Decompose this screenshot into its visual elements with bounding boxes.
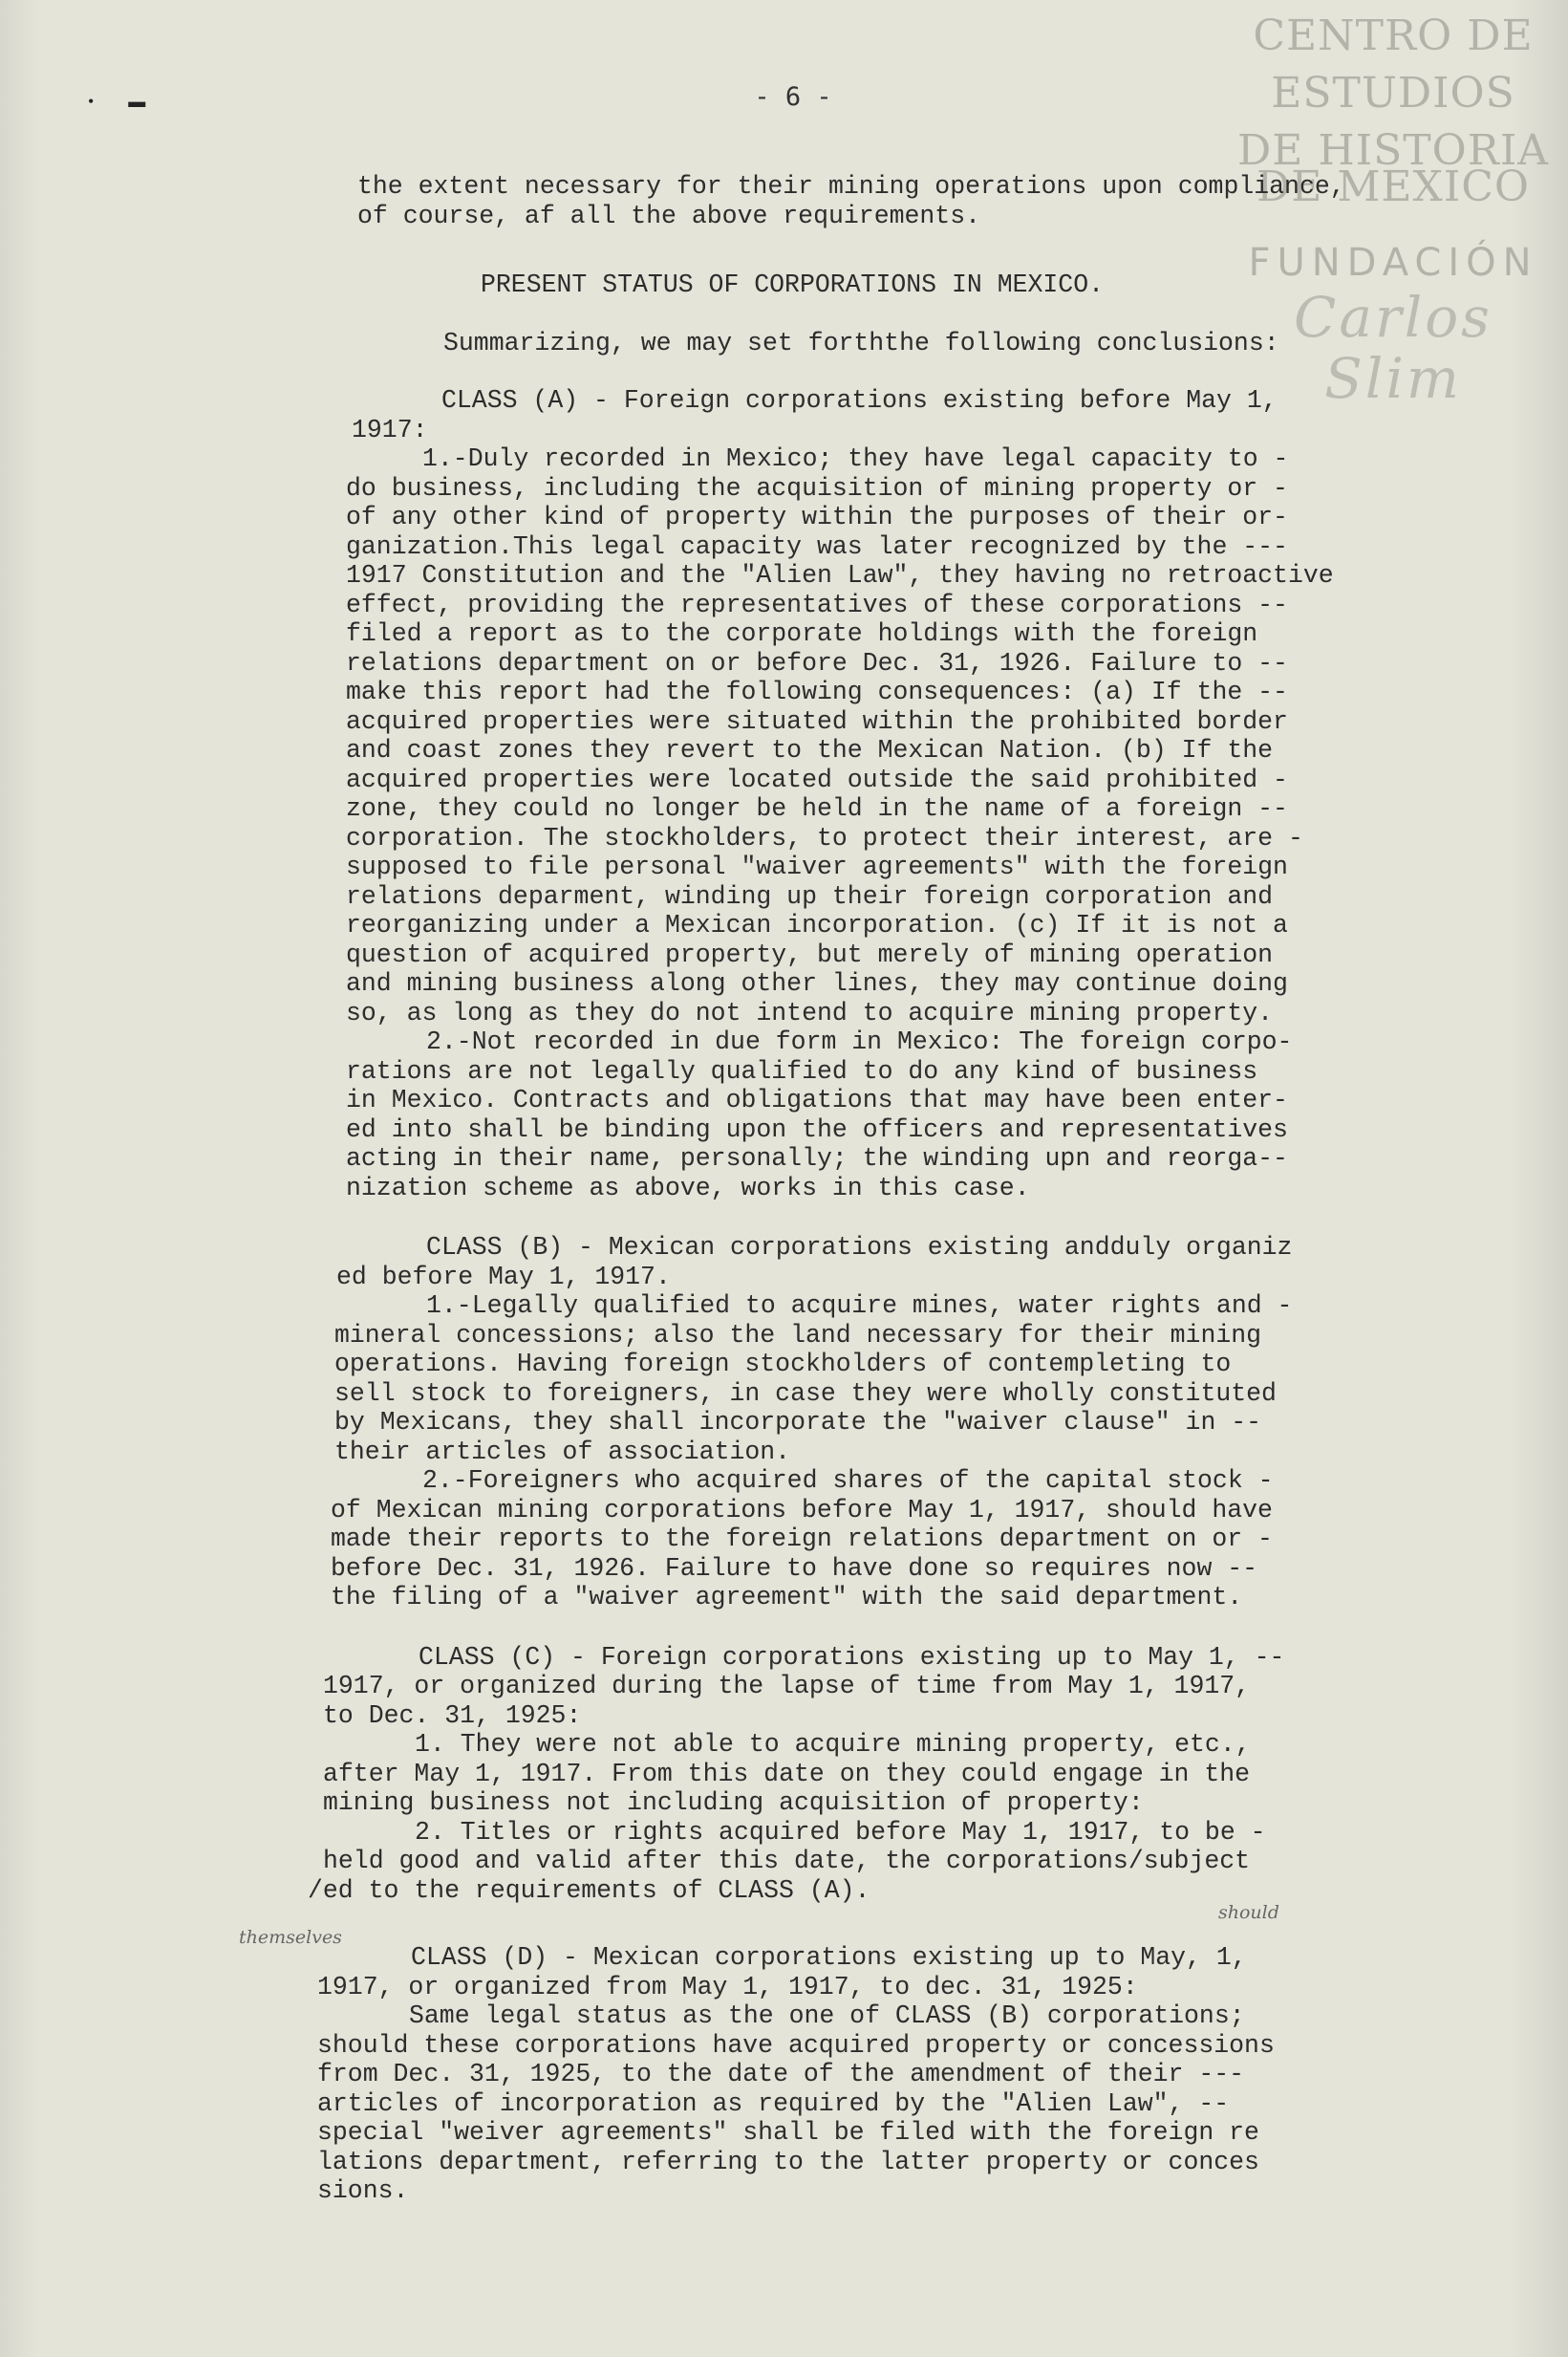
intro-line: the extent necessary for their mining operations upon compliance, <box>357 172 1345 201</box>
text-line: sions. <box>317 2176 409 2205</box>
text-line: ganization.This legal capacity was later recognized by the --- <box>346 531 1288 561</box>
watermark-fundacion: FUNDACIÓN <box>1248 241 1538 285</box>
watermark-line-2: ESTUDIOS <box>1271 69 1515 118</box>
class-c-heading: to Dec. 31, 1925: <box>323 1700 582 1730</box>
text-line: supposed to file personal "waiver agreements" with the foreign <box>346 853 1288 881</box>
class-a-paragraph-2 <box>346 1027 1517 1202</box>
text-line: and coast zones they revert to the Mexican Nation. (b) If the <box>346 736 1274 765</box>
text-line: made their reports to the foreign relations department on or - <box>331 1524 1273 1553</box>
margin-marks: • ▬ <box>88 92 146 111</box>
text-line: operations. Having foreign stockholders of contempleting to <box>334 1350 1232 1378</box>
class-c-heading: CLASS (C) - Foreign corporations existing up to May 1, -- <box>419 1642 1285 1672</box>
text-line: so, as long as they do not intend to acquire mining property. <box>346 998 1274 1027</box>
class-d-heading: CLASS (D) - Mexican corporations existing up to May, 1, <box>411 1943 1247 1972</box>
text-line: 1.-Legally qualified to acquire mines, water rights and - <box>426 1291 1293 1320</box>
summary-line: Summarizing, we may set forththe following conclusions: <box>443 328 1279 357</box>
class-b-heading: ed before May 1, 1917. <box>336 1262 671 1291</box>
text-line: held good and valid after this date, the corporations/subject <box>323 1847 1251 1875</box>
class-b-heading: CLASS (B) - Mexican corporations existing andduly organiz <box>426 1233 1293 1262</box>
text-line: and mining business along other lines, they may continue doing <box>346 969 1288 998</box>
text-line: after May 1, 1917. From this date on they could engage in the <box>323 1759 1251 1788</box>
text-line: acquired properties were located outside the said prohibited - <box>346 765 1288 794</box>
text-line: effect, providing the representatives of these corporations -- <box>346 590 1288 619</box>
text-line: relations deparment, winding up their foreign corporation and <box>346 881 1274 911</box>
text-line: should these corporations have acquired property or concessions <box>317 2030 1275 2060</box>
text-line: 2.-Foreigners who acquired shares of the capital stock - <box>422 1466 1274 1495</box>
class-c-paragraph-1 <box>323 1730 1517 1818</box>
text-line: do business, including the acquisition of mining property or - <box>346 473 1288 503</box>
document-body <box>308 172 1517 2206</box>
text-line: 1917 Constitution and the "Alien Law", they having no retroactive <box>346 561 1334 590</box>
text-line: 2.-Not recorded in due form in Mexico: The foreign corpo- <box>426 1027 1293 1056</box>
class-c-heading: 1917, or organized during the lapse of time from May 1, 1917, <box>323 1672 1251 1700</box>
class-c-paragraph-2 <box>308 1817 1517 1906</box>
text-line: relations department on or before Dec. 31, 1926. Failure to -- <box>346 648 1288 678</box>
text-line: /ed to the requirements of CLASS (A). <box>308 1875 870 1905</box>
section-heading: PRESENT STATUS OF CORPORATIONS IN MEXICO. <box>481 270 1105 299</box>
text-line: articles of incorporation as required by the "Alien Law", -- <box>317 2088 1230 2118</box>
text-line: corporation. The stockholders, to protect their interest, are - <box>346 823 1303 853</box>
text-line: zone, they could no longer be held in the name of a foreign -- <box>346 794 1288 823</box>
class-a-paragraph-1 <box>346 444 1517 1027</box>
text-line: 1.-Duly recorded in Mexico; they have legal capacity to - <box>422 444 1289 473</box>
class-d-paragraph-1 <box>317 2001 1517 2206</box>
text-line: acquired properties were situated within the prohibited border <box>346 706 1288 736</box>
handwritten-note-should: should <box>1218 1902 1279 1923</box>
text-line: rations are not legally qualified to do any kind of business <box>346 1056 1258 1086</box>
text-line: Same legal status as the one of CLASS (B) corporations; <box>409 2001 1245 2030</box>
class-b-paragraph-2 <box>331 1466 1517 1612</box>
text-line: the filing of a "waiver agreement" with the said department. <box>331 1583 1243 1611</box>
text-line: mineral concessions; also the land necessary for their mining <box>334 1320 1262 1350</box>
class-a-heading: 1917: <box>352 415 428 444</box>
watermark-line-1: CENTRO DE <box>1253 11 1534 60</box>
text-line: make this report had the following consequences: (a) If the -- <box>346 678 1288 706</box>
text-line: sell stock to foreigners, in case they were wholly constituted <box>334 1378 1277 1408</box>
watermark-line-4: DE MEXICO <box>1257 162 1530 211</box>
text-line: by Mexicans, they shall incorporate the "waiver clause" in -- <box>334 1408 1262 1437</box>
text-line: of any other kind of property within the purposes of their or- <box>346 503 1288 531</box>
page-number: - 6 - <box>754 82 832 112</box>
text-line: special "weiver agreements" shall be filed with the foreign re <box>317 2118 1259 2147</box>
class-b-paragraph-1 <box>334 1291 1517 1466</box>
handwritten-note-themselves: themselves <box>239 1927 342 1948</box>
text-line: in Mexico. Contracts and obligations that may have been enter- <box>346 1086 1288 1114</box>
text-line: ed into shall be binding upon the officers and representatives <box>346 1114 1288 1144</box>
text-line: question of acquired property, but merely of mining operation <box>346 940 1274 969</box>
text-line: from Dec. 31, 1925, to the date of the amendment of their --- <box>317 2060 1245 2088</box>
text-line: 1. They were not able to acquire mining property, etc., <box>415 1730 1251 1759</box>
text-line: reorganizing under a Mexican incorporation. (c) If it is not a <box>346 911 1288 940</box>
text-line: before Dec. 31, 1926. Failure to have done so requires now -- <box>331 1553 1258 1583</box>
text-line: acting in their name, personally; the winding upn and reorga-- <box>346 1144 1288 1173</box>
intro-line: of course, af all the above requirements. <box>357 201 981 230</box>
class-d-heading: 1917, or organized from May 1, 1917, to dec. 31, 1925: <box>317 1972 1138 2001</box>
text-line: nization scheme as above, works in this case. <box>346 1173 1030 1202</box>
watermark-line-3: DE HISTORIA <box>1237 126 1549 175</box>
watermark-signature: Carlos Slim <box>1294 285 1493 411</box>
text-line: lations department, referring to the latter property or conces <box>317 2147 1259 2176</box>
class-a-heading: CLASS (A) - Foreign corporations existing before May 1, <box>441 386 1278 415</box>
text-line: mining business not including acquisition of property: <box>323 1788 1144 1817</box>
text-line: of Mexican mining corporations before May 1, 1917, should have <box>331 1495 1273 1524</box>
text-line: 2. Titles or rights acquired before May 1, 1917, to be - <box>415 1817 1266 1847</box>
text-line: filed a report as to the corporate holdings with the foreign <box>346 619 1258 648</box>
text-line: their articles of association. <box>334 1437 791 1466</box>
